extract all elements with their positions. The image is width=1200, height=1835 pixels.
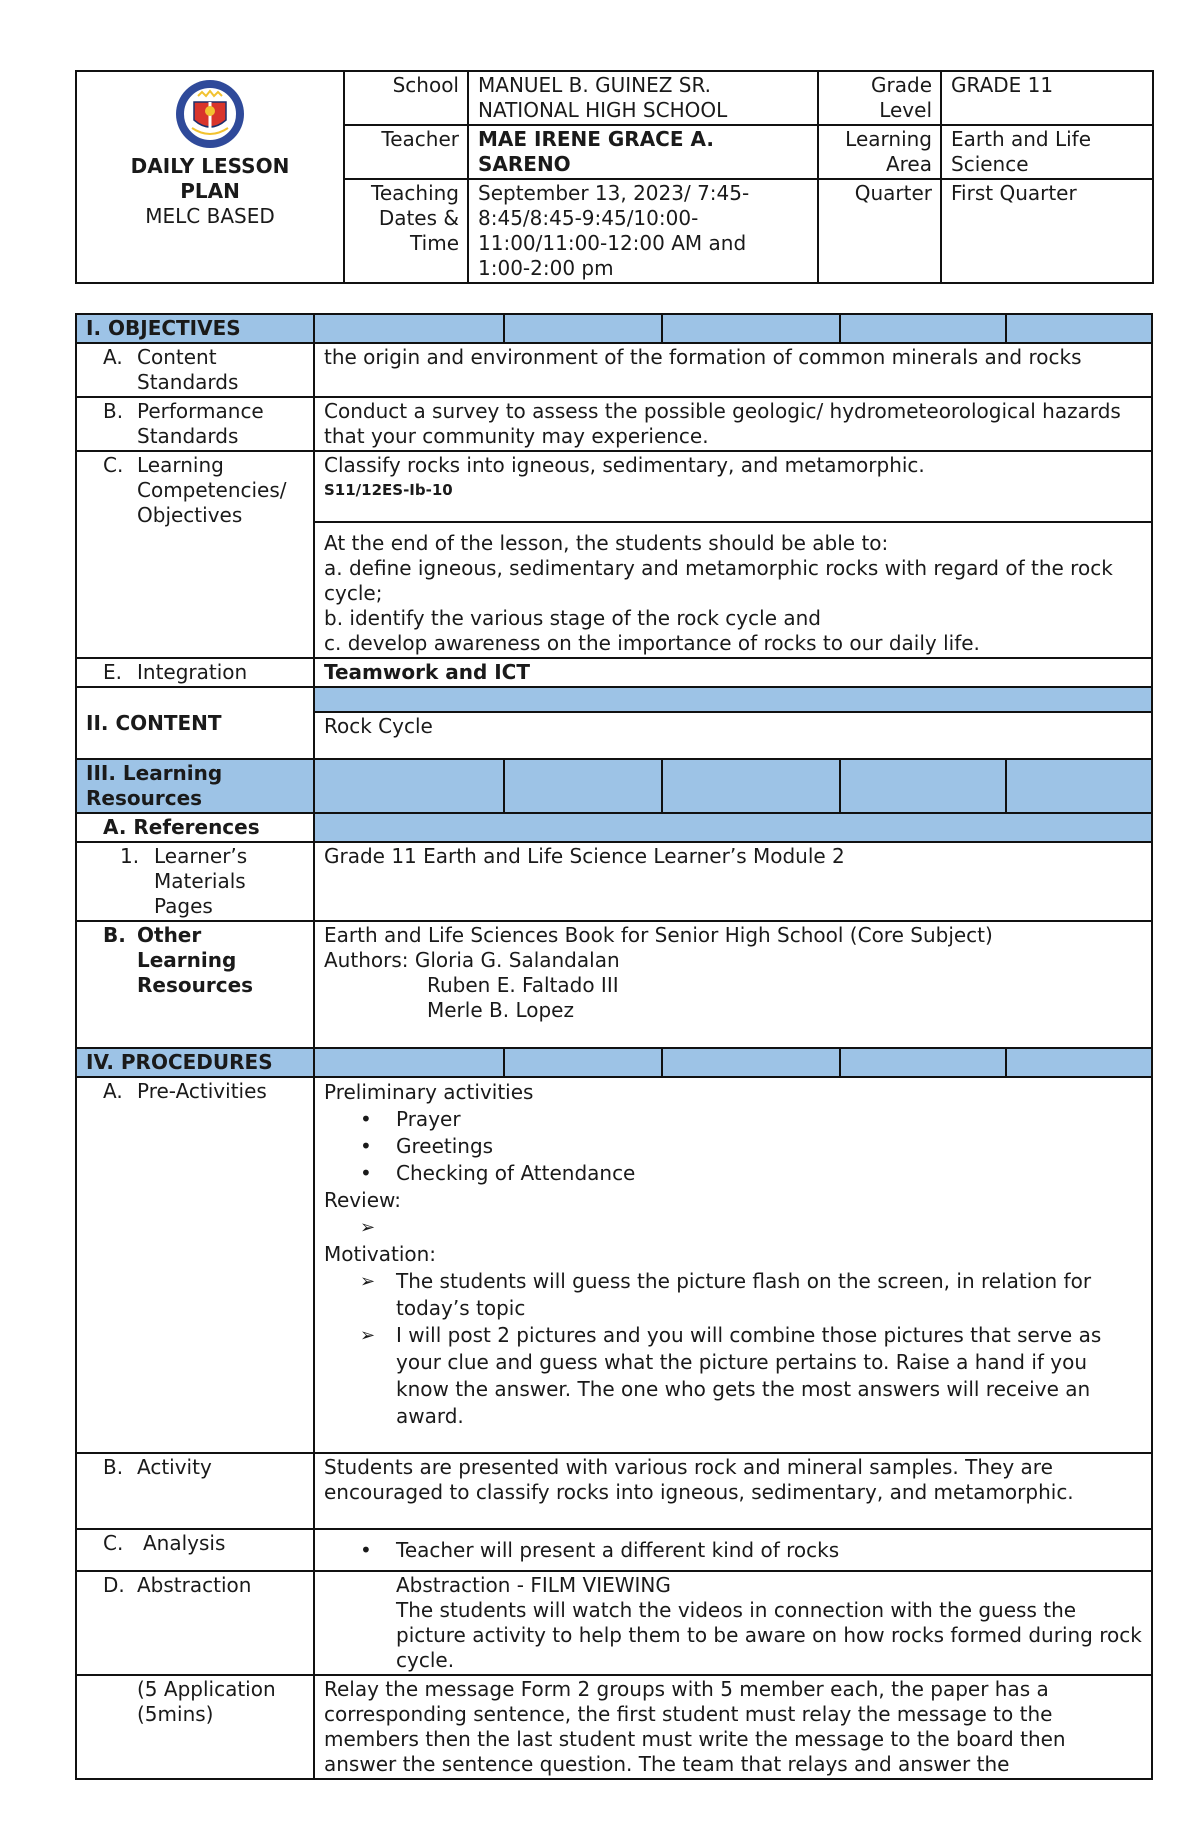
quarter-value: First Quarter	[941, 179, 1153, 283]
performance-standards-label: B. Performance Standards	[76, 397, 314, 451]
other-resources-label: B. Other Learning Resources	[76, 921, 314, 1048]
list-item: • Greetings	[360, 1133, 1142, 1160]
competency-code: S11/12ES-Ib-10	[324, 481, 453, 499]
deped-seal-icon	[174, 78, 246, 150]
grade-value: GRADE 11	[941, 71, 1153, 125]
content-standards-label: A. Content Standards	[76, 343, 314, 397]
integration-label: E. Integration	[76, 658, 314, 687]
content-standards-value: the origin and environment of the formation of common minerals and rocks	[314, 343, 1152, 397]
objectives-heading: I. OBJECTIVES	[76, 314, 314, 343]
dlp-title-line1: DAILY LESSON	[130, 154, 290, 178]
list-item: ➢ I will post 2 pictures and you will combine those pictures that serve as your clue and guess what the picture pertains to. Raise a hand if you know the answer. The one who gets the most answers will receive an award.	[360, 1322, 1142, 1430]
dlp-subtitle: MELC BASED	[145, 204, 275, 228]
resources-heading: III. Learning Resources	[76, 759, 314, 813]
teacher-value: MAE IRENE GRACE A. SARENO	[468, 125, 818, 179]
list-item: ➢ The students will guess the picture flash on the screen, in relation for today’s topic	[360, 1268, 1142, 1322]
activity-label: B. Activity	[76, 1453, 314, 1529]
other-resources-value: Earth and Life Sciences Book for Senior High School (Core Subject) Authors: Gloria G. Salandalan Ruben E. Faltado III Merle B. Lopez	[314, 921, 1152, 1048]
references-heading: A. References	[76, 813, 314, 842]
teacher-label: Teacher	[344, 125, 468, 179]
analysis-value	[314, 1529, 1152, 1571]
activity-value: Students are presented with various rock and mineral samples. They are encouraged to classify rocks into igneous, sedimentary, and metamorphic.	[314, 1453, 1152, 1529]
content-heading: II. CONTENT	[76, 687, 314, 759]
list-item: • Prayer	[360, 1106, 1142, 1133]
abstraction-label: D. Abstraction	[76, 1571, 314, 1675]
header-table	[75, 70, 1154, 284]
learners-materials-value: Grade 11 Earth and Life Science Learner’s Module 2	[314, 842, 1152, 921]
application-value: Relay the message Form 2 groups with 5 member each, the paper has a corresponding sentence, the first student must relay the message to the members then the last student must write the message to the board then answer the sentence question. The team that relays and answer the	[314, 1675, 1152, 1779]
title-block	[76, 71, 344, 283]
quarter-label: Quarter	[818, 179, 941, 283]
competencies-value: Classify rocks into igneous, sedimentary, and metamorphic. S11/12ES-Ib-10 At the end of the lesson, the students should be able to: a. define igneous, sedimentary and metamorphic rocks with regard of the rock cycle; b. identify the various stage of the rock cycle and c. develop awareness on the importance of rocks to our daily life.	[314, 451, 1152, 658]
school-value: MANUEL B. GUINEZ SR. NATIONAL HIGH SCHOOL	[468, 71, 818, 125]
procedures-heading: IV. PROCEDURES	[76, 1048, 314, 1077]
school-label: School	[344, 71, 468, 125]
competencies-label: C. Learning Competencies/ Objectives	[76, 451, 314, 658]
list-item	[360, 1214, 1142, 1241]
area-value: Earth and Life Science	[941, 125, 1153, 179]
performance-standards-value: Conduct a survey to assess the possible geologic/ hydrometeorological hazards that your community may experience.	[314, 397, 1152, 451]
pre-activities-label: A. Pre-Activities	[76, 1077, 314, 1453]
list-item: • Checking of Attendance	[360, 1160, 1142, 1187]
dates-value: September 13, 2023/ 7:45- 8:45/8:45-9:45/10:00- 11:00/11:00-12:00 AM and 1:00-2:00 pm	[468, 179, 818, 283]
learners-materials-label: 1. Learner’s Materials Pages	[76, 842, 314, 921]
dates-label: Teaching Dates & Time	[344, 179, 468, 283]
lesson-table	[75, 313, 1153, 1780]
list-item: • Teacher will present a different kind of rocks	[360, 1538, 1142, 1563]
application-label: (5 Application (5mins)	[76, 1675, 314, 1779]
dlp-title-line2: PLAN	[180, 179, 240, 203]
integration-value: Teamwork and ICT	[314, 658, 1152, 687]
content-value: Rock Cycle	[314, 712, 1152, 759]
area-label: Learning Area	[818, 125, 941, 179]
abstraction-value: Abstraction - FILM VIEWING The students will watch the videos in connection with the guess the picture activity to help them to be aware on how rocks formed during rock cycle.	[314, 1571, 1152, 1675]
analysis-label: C. Analysis	[76, 1529, 314, 1571]
pre-activities-value: Preliminary activities • Prayer • Greetings • Checking of Attendance Review: ➢ Motivation: ➢ The students will guess the picture flash on the screen, in relation for today’s topic ➢ I will post 2 pictures and you will combine those pictures that serve as your clue and guess what the picture pertains to. Raise a hand if you know the answer. The one who gets the most answers will receive an award.	[314, 1077, 1152, 1453]
grade-label: Grade Level	[818, 71, 941, 125]
